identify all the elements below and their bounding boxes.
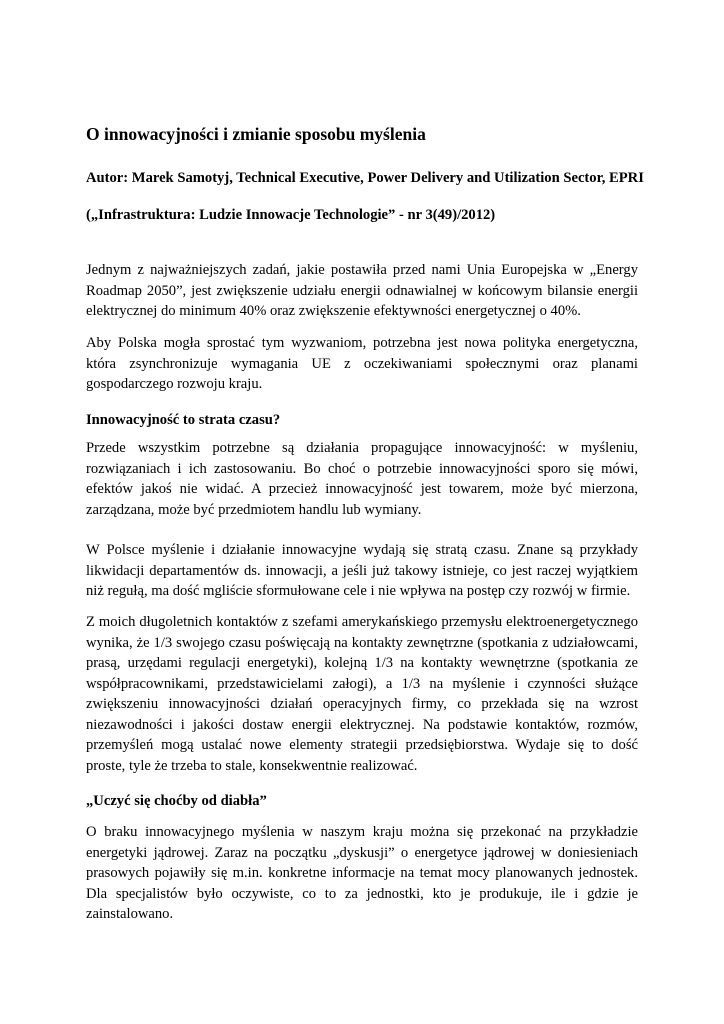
paragraph-1: Jednym z najważniejszych zadań, jakie postawiła przed nami Unia Europejska w „Energy Roadmap 2050”, jest zwiększenie udziału energii odnawialnej w końcowym bilansie energii elektrycznej do minimum 40% oraz zwiększenie efektywności energetycznej o 40%. (86, 262, 638, 319)
author-line: Autor: Marek Samotyj, Technical Executive, Power Delivery and Utilization Sector, EPRI (86, 170, 644, 186)
paragraph-4: W Polsce myślenie i działanie innowacyjne wydają się stratą czasu. Znane są przykłady likwidacji departamentów ds. innowacji, a jeśli już takowy istnieje, co jest raczej wyjątkiem niż regułą, ma dość mgliście sformułowane cele i nie wpływa na postęp czy rozwój w firmie. (86, 542, 638, 599)
source-line: („Infrastruktura: Ludzie Innowacje Technologie” - nr 3(49)/2012) (86, 207, 496, 223)
section-heading-1: Innowacyjność to strata czasu? (86, 412, 281, 428)
paragraph-6: O braku innowacyjnego myślenia w naszym kraju można się przekonać na przykładzie energetyki jądrowej. Zaraz na początku „dyskusji” o energetyce jądrowej w doniesieniach prasowych pojawiły się m.in. konkretne informacje na temat mocy planowanych jednostek. Dla specjalistów było oczywiste, co to za jednostki, kto je produkuje, ile i gdzie je zainstalowano. (86, 824, 638, 922)
section-heading-2: „Uczyć się choćby od diabła” (86, 793, 267, 809)
paragraph-2: Aby Polska mogła sprostać tym wyzwaniom, potrzebna jest nowa polityka energetyczna, która zsynchronizuje wymagania UE z oczekiwaniami społecznymi oraz planami gospodarczego rozwoju kraju. (86, 335, 638, 392)
page-title: O innowacyjności i zmianie sposobu myślenia (86, 124, 426, 144)
paragraph-3: Przede wszystkim potrzebne są działania propagujące innowacyjność: w myśleniu, rozwiązaniach i ich zastosowaniu. Bo choć o potrzebie innowacyjności sporo się mówi, efektów jakoś nie widać. A przecież innowacyjność jest towarem, może być mierzona, zarządzana, może być przedmiotem handlu lub wymiany. (86, 440, 638, 518)
paragraph-5: Z moich długoletnich kontaktów z szefami amerykańskiego przemysłu elektroenergetycznego wynika, że 1/3 swojego czasu poświęcają na kontakty zewnętrzne (spotkania z udziałowcami, prasą, urzędami regulacji energetyki), kolejną 1/3 na kontakty wewnętrzne (spotkania ze współpracownikami, przedstawicielami załogi), a 1/3 na myślenie i czynności służące zwiększeniu innowacyjności działań operacyjnych firmy, co przekłada się na wzrost niezawodności i jakości dostaw energii elektrycznej. Na podstawie kontaktów, rozmów, przemyśleń mogą ustalać nowe elementy strategii przedsiębiorstwa. Wydaje się to dość proste, tyle że trzeba to stale, konsekwentnie realizować. (86, 614, 638, 774)
